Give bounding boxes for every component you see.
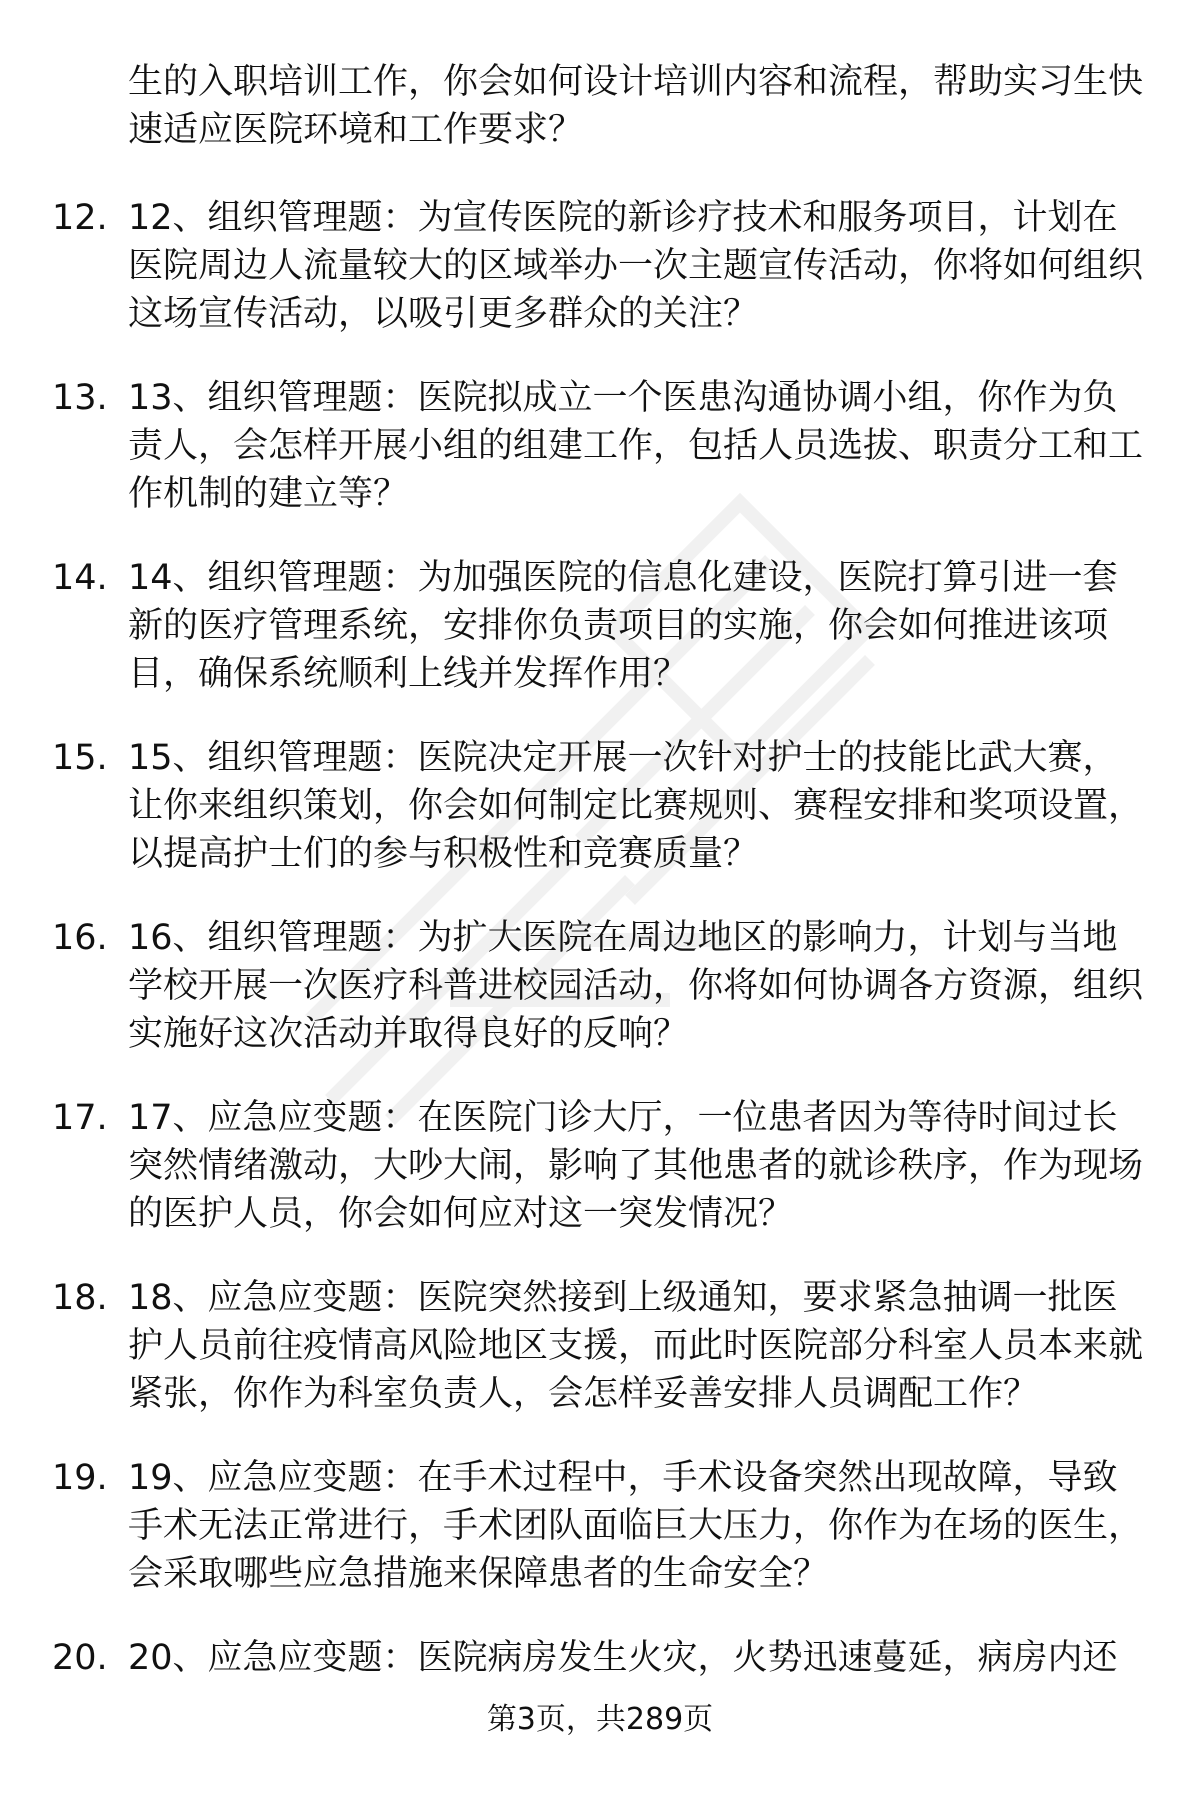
question-text: 17、应急应变题：在医院门诊大厅，一位患者因为等待时间过长突然情绪激动，大吵大闹，影响了其他患者的就诊秩序，作为现场的医护人员，你会如何应对这一突发情况？: [128, 1098, 1144, 1234]
question-item: [0, 1088, 1200, 1268]
question-item: [0, 728, 1200, 908]
question-item: [0, 1448, 1200, 1628]
question-number: 16.: [52, 918, 108, 958]
question-text: 16、组织管理题：为扩大医院在周边地区的影响力，计划与当地学校开展一次医疗科普进校园活动，你将如何协调各方资源，组织实施好这次活动并取得良好的反响？: [128, 918, 1144, 1054]
continuation-text: 生的入职培训工作，你会如何设计培训内容和流程，帮助实习生快速适应医院环境和工作要求？: [128, 62, 1144, 150]
question-item: [0, 908, 1200, 1088]
question-number: 17.: [52, 1098, 108, 1138]
question-text: 13、组织管理题：医院拟成立一个医患沟通协调小组，你作为负责人，会怎样开展小组的组建工作，包括人员选拔、职责分工和工作机制的建立等？: [128, 378, 1144, 514]
question-text: 19、应急应变题：在手术过程中，手术设备突然出现故障，导致手术无法正常进行，手术团队面临巨大压力，你作为在场的医生，会采取哪些应急措施来保障患者的生命安全？: [128, 1458, 1144, 1594]
question-number: 15.: [52, 738, 108, 778]
question-number: 14.: [52, 558, 108, 598]
question-number: 19.: [52, 1458, 108, 1498]
question-number: 12.: [52, 198, 108, 238]
question-list: [0, 188, 1200, 1808]
question-text: 12、组织管理题：为宣传医院的新诊疗技术和服务项目，计划在医院周边人流量较大的区域举办一次主题宣传活动，你将如何组织这场宣传活动，以吸引更多群众的关注？: [128, 198, 1144, 334]
question-item: [0, 1268, 1200, 1448]
page-footer: 第3页，共289页: [486, 1702, 714, 1737]
question-text: 18、应急应变题：医院突然接到上级通知，要求紧急抽调一批医护人员前往疫情高风险地区支援，而此时医院部分科室人员本来就紧张，你作为科室负责人，会怎样妥善安排人员调配工作？: [128, 1278, 1144, 1414]
question-item: [0, 368, 1200, 548]
question-text: 20、应急应变题：医院病房发生火灾，火势迅速蔓延，病房内还: [128, 1638, 1118, 1678]
question-text: 15、组织管理题：医院决定开展一次针对护士的技能比武大赛，让你来组织策划，你会如何制定比赛规则、赛程安排和奖项设置，以提高护士们的参与积极性和竞赛质量？: [128, 738, 1144, 874]
question-item: [0, 548, 1200, 728]
question-item: [0, 188, 1200, 368]
question-text: 14、组织管理题：为加强医院的信息化建设，医院打算引进一套新的医疗管理系统，安排你负责项目的实施，你会如何推进该项目，确保系统顺利上线并发挥作用？: [128, 558, 1118, 694]
question-number: 13.: [52, 378, 108, 418]
question-number: 20.: [52, 1638, 108, 1678]
question-number: 18.: [52, 1278, 108, 1318]
